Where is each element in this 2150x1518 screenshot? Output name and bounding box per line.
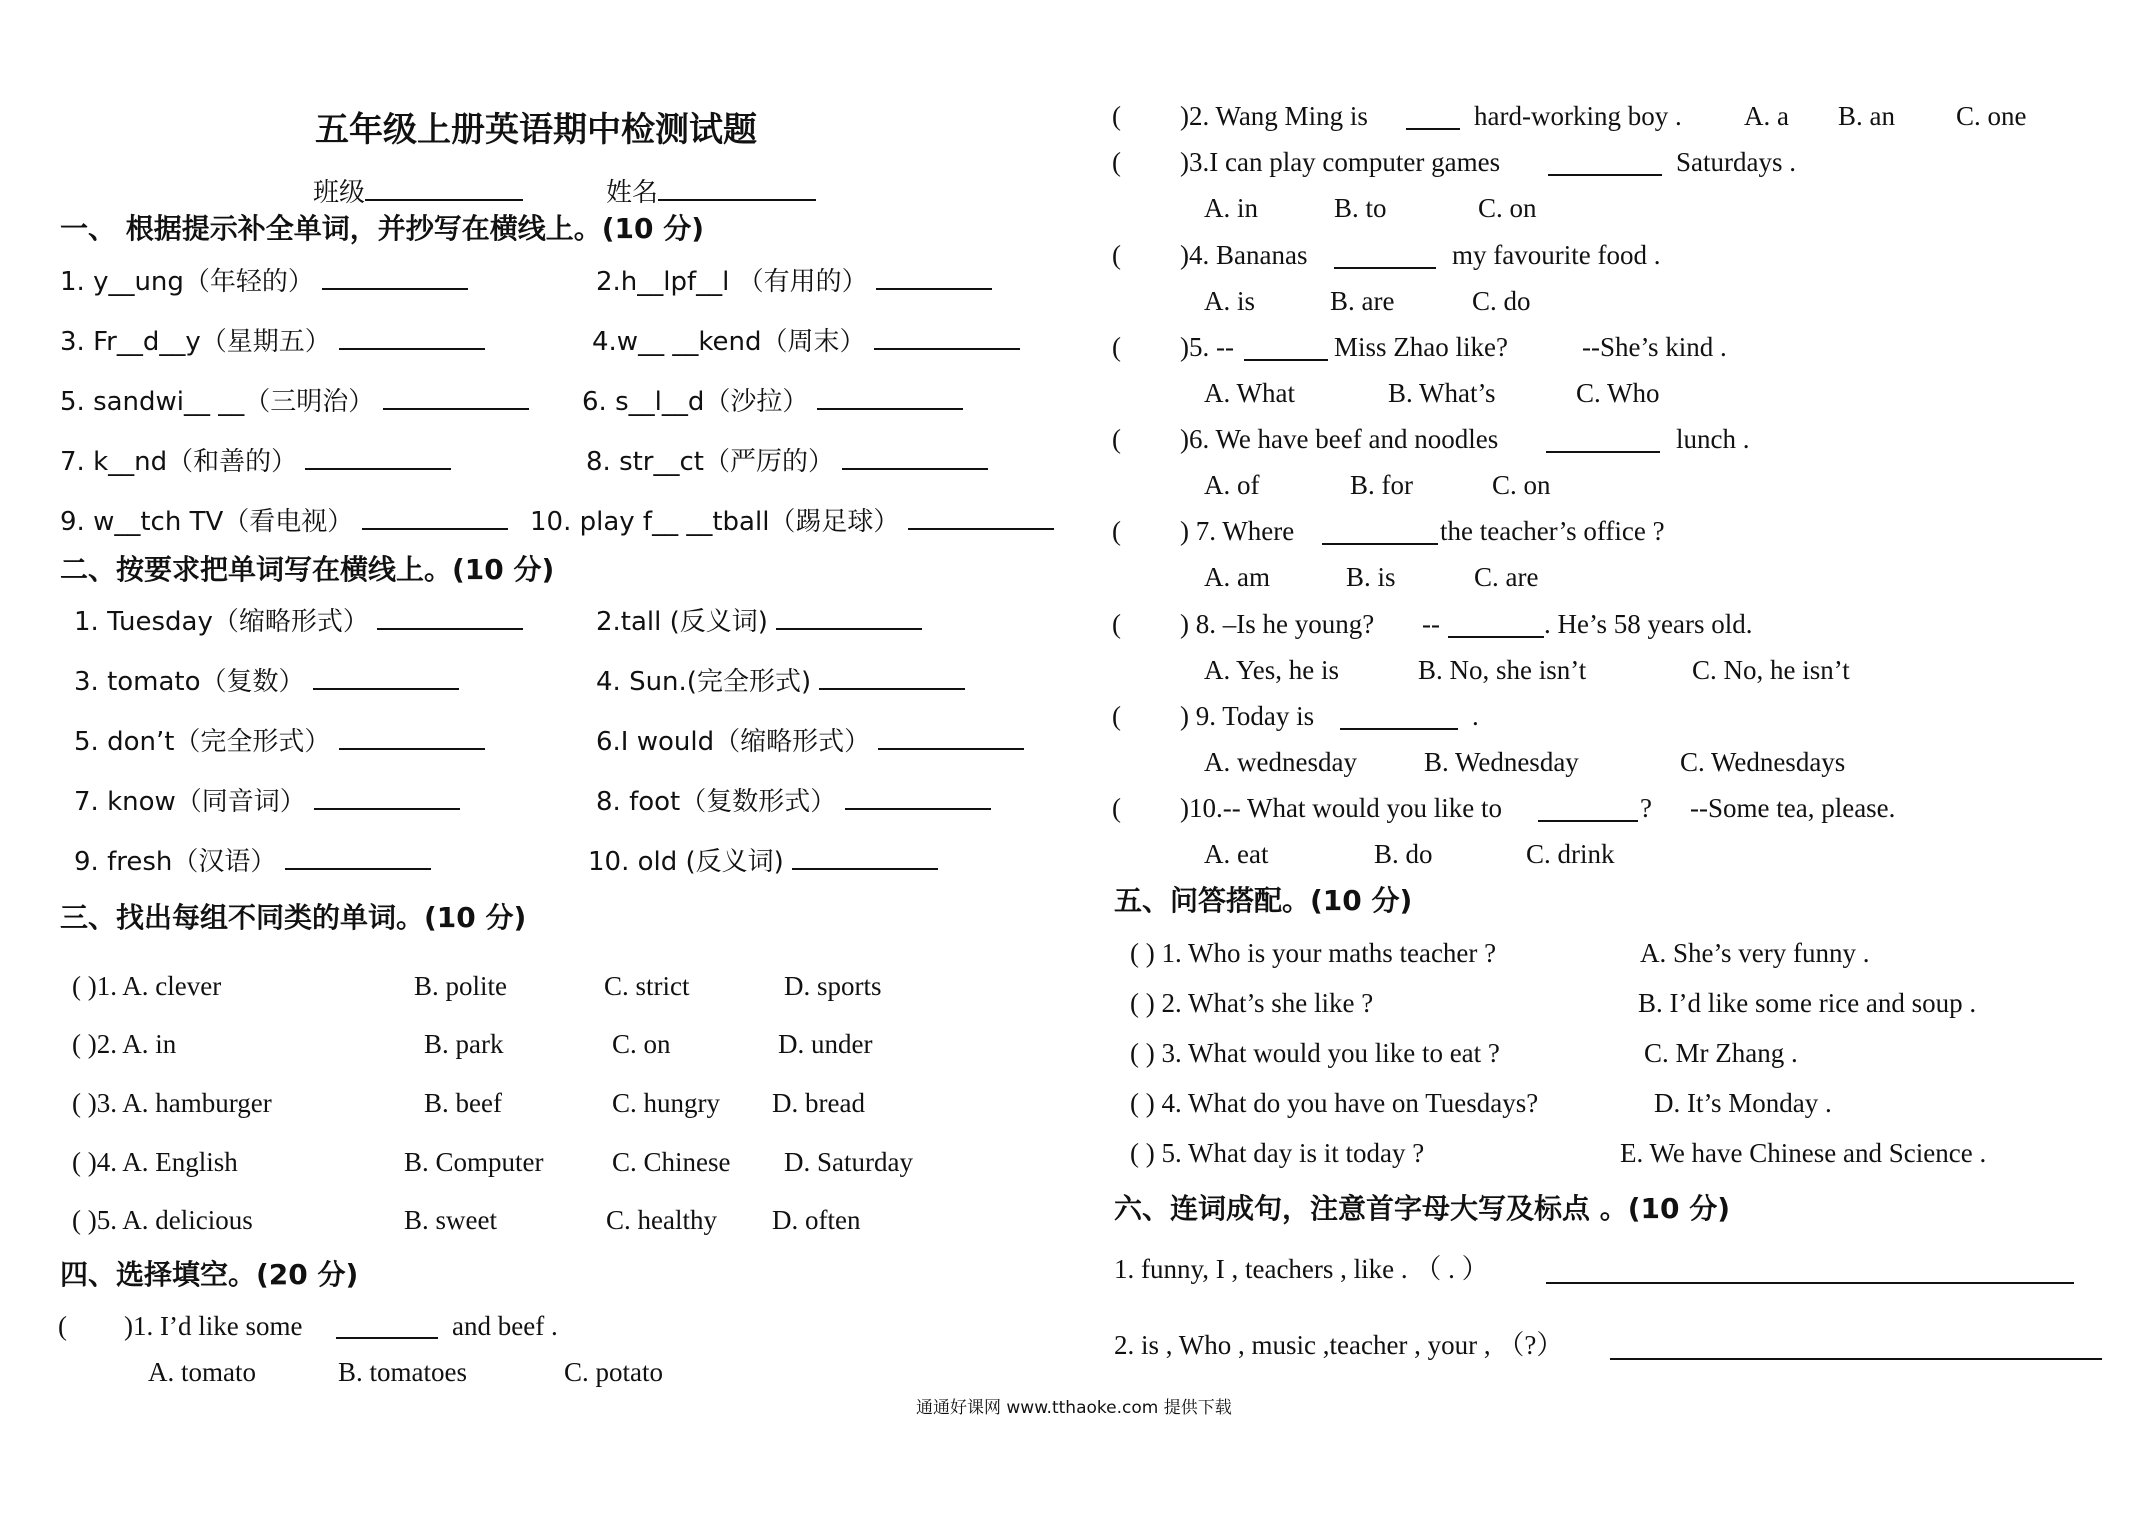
s4-q9-stem-b: .	[1472, 701, 1479, 731]
s1-item-4-blank[interactable]	[874, 326, 1020, 350]
s2-item-10	[588, 846, 938, 875]
s5-answer-d: D. It’s Monday .	[1654, 1088, 1832, 1118]
s2-item-1-text: 1. Tuesday（缩略形式）	[74, 607, 369, 637]
s4-q6-paren[interactable]: (	[1112, 424, 1121, 454]
s1-item-6	[582, 386, 963, 415]
s3-row-4-b[interactable]: B. Computer	[404, 1147, 544, 1177]
s2-item-8	[596, 786, 991, 815]
s5-answer-b: B. I’d like some rice and soup .	[1638, 988, 1977, 1018]
s4-q6-option-a[interactable]: A. of	[1204, 470, 1260, 500]
s4-q10-blank[interactable]	[1538, 820, 1638, 822]
s1-item-2-blank[interactable]	[876, 266, 992, 290]
s5-question-5: ( ) 5. What day is it today ?	[1130, 1138, 1425, 1168]
s3-row-3-b[interactable]: B. beef	[424, 1088, 502, 1118]
s4-q2-option-c[interactable]: C. one	[1956, 101, 2027, 131]
s4-q10-option-a[interactable]: A. eat	[1204, 839, 1269, 869]
s1-item-9	[60, 506, 508, 535]
s4-q1-option-c[interactable]: C. potato	[564, 1357, 663, 1387]
class-label: 班级	[313, 178, 366, 208]
s1-item-9-text: 9. w__tch TV（看电视）	[60, 507, 354, 537]
s4-q7-stem-a: ) 7. Where	[1180, 516, 1295, 546]
class-blank[interactable]	[365, 177, 523, 201]
s4-q5-option-c[interactable]: C. Who	[1576, 378, 1660, 408]
s1-item-3	[60, 326, 485, 355]
s1-item-3-blank[interactable]	[339, 326, 485, 350]
s3-row-1-b[interactable]: B. polite	[414, 971, 507, 1001]
s4-q6-blank[interactable]	[1546, 451, 1660, 453]
s3-row-3-q: ( )3. A. hamburger	[72, 1088, 272, 1118]
s1-item-3-text: 3. Fr__d__y（星期五）	[60, 327, 331, 357]
name-field	[606, 177, 816, 206]
s4-q8-option-b[interactable]: B. No, she isn’t	[1418, 655, 1587, 685]
s4-q8-stem-b: . He’s 58 years old.	[1544, 609, 1753, 639]
s4-q6-option-b[interactable]: B. for	[1350, 470, 1413, 500]
s4-q2-paren[interactable]: (	[1112, 101, 1121, 131]
s2-item-8-text: 8. foot（复数形式）	[596, 787, 837, 817]
s1-item-8-blank[interactable]	[842, 446, 988, 470]
s2-item-6	[596, 726, 1024, 755]
s1-item-6-blank[interactable]	[817, 386, 963, 410]
s4-q3-stem-a: )3.I can play computer games	[1180, 147, 1501, 177]
s3-row-1-d[interactable]: D. sports	[784, 971, 882, 1001]
name-blank[interactable]	[658, 177, 816, 201]
s4-q6-stem-b: lunch .	[1676, 424, 1750, 454]
s4-q6-option-c[interactable]: C. on	[1492, 470, 1551, 500]
s2-item-9-blank[interactable]	[285, 846, 431, 870]
s3-row-5-d[interactable]: D. often	[772, 1205, 861, 1235]
s4-q4-option-b[interactable]: B. are	[1330, 286, 1395, 316]
s4-q7-option-a[interactable]: A. am	[1204, 562, 1270, 592]
s5-answer-e: E. We have Chinese and Science .	[1620, 1138, 1987, 1168]
s2-item-7	[74, 786, 460, 815]
s4-q3-blank[interactable]	[1548, 174, 1662, 176]
s1-item-6-text: 6. s__l__d（沙拉）	[582, 387, 809, 417]
s4-q8-option-c[interactable]: C. No, he isn’t	[1692, 655, 1850, 685]
section-1-heading: 一、 根据提示补全单词，并抄写在横线上。(10 分)	[60, 212, 705, 245]
s3-row-2-q: ( )2. A. in	[72, 1029, 177, 1059]
s4-q2-stem-b: hard-working boy .	[1474, 101, 1682, 131]
s2-item-9-text: 9. fresh（汉语）	[74, 847, 277, 877]
s5-question-3: ( ) 3. What would you like to eat ?	[1130, 1038, 1500, 1068]
s4-q1-paren[interactable]: (	[58, 1311, 67, 1341]
s4-q10-stem-c: --Some tea, please.	[1690, 793, 1896, 823]
s4-q2-option-a[interactable]: A. a	[1744, 101, 1789, 131]
s2-item-9	[74, 846, 431, 875]
s6-item-2: 2. is , Who , music ,teacher , your , （?）	[1114, 1330, 1564, 1360]
s4-q4-option-c[interactable]: C. do	[1472, 286, 1531, 316]
s4-q1-stem-b: and beef .	[452, 1311, 558, 1341]
s1-item-10	[530, 506, 1054, 535]
s2-item-7-blank[interactable]	[314, 786, 460, 810]
s2-item-1	[74, 606, 523, 635]
s1-item-5	[60, 386, 529, 415]
s1-item-7	[60, 446, 451, 475]
s1-item-10-blank[interactable]	[908, 506, 1054, 530]
s1-item-2	[596, 266, 992, 295]
s1-item-10-text: 10. play f__ __tball（踢足球）	[530, 507, 900, 537]
s4-q8-paren[interactable]: (	[1112, 609, 1121, 639]
s1-item-1-text: 1. y__ung（年轻的）	[60, 267, 314, 297]
s4-q1-blank[interactable]	[336, 1337, 438, 1339]
s2-item-2-blank[interactable]	[776, 606, 922, 630]
footer-credit: 通通好课网 www.tthaoke.com 提供下载	[916, 1398, 1232, 1418]
s2-item-3-text: 3. tomato（复数）	[74, 667, 305, 697]
s4-q9-option-c[interactable]: C. Wednesdays	[1680, 747, 1846, 777]
s2-item-2	[596, 606, 922, 635]
s2-item-10-text: 10. old (反义词)	[588, 847, 784, 877]
s4-q4-stem-b: my favourite food .	[1452, 240, 1661, 270]
s2-item-5-blank[interactable]	[339, 726, 485, 750]
s1-item-8-text: 8. str__ct（严厉的）	[586, 447, 834, 477]
s4-q2-blank[interactable]	[1406, 128, 1460, 130]
s3-row-1-c[interactable]: C. strict	[604, 971, 690, 1001]
s4-q5-blank[interactable]	[1244, 359, 1328, 361]
s4-q3-stem-b: Saturdays .	[1676, 147, 1796, 177]
s2-item-3	[74, 666, 459, 695]
name-label: 姓名	[606, 178, 659, 208]
s2-item-10-blank[interactable]	[792, 846, 938, 870]
s4-q8-dash: --	[1422, 609, 1440, 639]
s3-row-1-q: ( )1. A. clever	[72, 971, 222, 1001]
s4-q7-option-c[interactable]: C. are	[1474, 562, 1539, 592]
s2-item-4-blank[interactable]	[819, 666, 965, 690]
s5-answer-a: A. She’s very funny .	[1640, 938, 1870, 968]
s5-question-2: ( ) 2. What’s she like ?	[1130, 988, 1374, 1018]
s3-row-5-q: ( )5. A. delicious	[72, 1205, 253, 1235]
s4-q7-blank[interactable]	[1322, 543, 1438, 545]
s2-item-3-blank[interactable]	[313, 666, 459, 690]
s3-row-5-b[interactable]: B. sweet	[404, 1205, 497, 1235]
s4-q10-stem-b: ?	[1640, 793, 1652, 823]
s2-item-1-blank[interactable]	[377, 606, 523, 630]
s3-row-5-c[interactable]: C. healthy	[606, 1205, 717, 1235]
s5-question-1: ( ) 1. Who is your maths teacher ?	[1130, 938, 1497, 968]
s4-q3-option-c[interactable]: C. on	[1478, 193, 1537, 223]
s5-answer-c: C. Mr Zhang .	[1644, 1038, 1798, 1068]
s3-row-2-d[interactable]: D. under	[778, 1029, 873, 1059]
s4-q10-option-b[interactable]: B. do	[1374, 839, 1433, 869]
s2-item-2-text: 2.tall (反义词)	[596, 607, 768, 637]
s2-item-6-blank[interactable]	[878, 726, 1024, 750]
s4-q4-paren[interactable]: (	[1112, 240, 1121, 270]
s3-row-3-c[interactable]: C. hungry	[612, 1088, 720, 1118]
s1-item-5-text: 5. sandwi__ __（三明治）	[60, 387, 375, 417]
s4-q8-stem-a: ) 8. –Is he young?	[1180, 609, 1375, 639]
s4-q4-stem-a: )4. Bananas	[1180, 240, 1308, 270]
s4-q9-option-a[interactable]: A. wednesday	[1204, 747, 1357, 777]
s3-row-2-b[interactable]: B. park	[424, 1029, 504, 1059]
s6-item-1: 1. funny, I , teachers , like . （ . ）	[1114, 1254, 1489, 1284]
s4-q9-paren[interactable]: (	[1112, 701, 1121, 731]
section-3-heading: 三、找出每组不同类的单词。(10 分)	[60, 901, 527, 934]
s4-q2-stem-a: )2. Wang Ming is	[1180, 101, 1368, 131]
s4-q5-paren[interactable]: (	[1112, 332, 1121, 362]
s4-q7-option-b[interactable]: B. is	[1346, 562, 1396, 592]
s4-q1-stem-a: )1. I’d like some	[124, 1311, 303, 1341]
s2-item-4	[596, 666, 965, 695]
class-field	[313, 177, 523, 206]
s4-q6-stem-a: )6. We have beef and noodles	[1180, 424, 1499, 454]
section-5-heading: 五、问答搭配。(10 分)	[1114, 884, 1413, 917]
s4-q8-option-a[interactable]: A. Yes, he is	[1204, 655, 1340, 685]
s4-q5-option-a[interactable]: A. What	[1204, 378, 1295, 408]
s3-row-4-d[interactable]: D. Saturday	[784, 1147, 913, 1177]
s1-item-4	[592, 326, 1020, 355]
s6-item-2-answer-line[interactable]	[1610, 1358, 2102, 1360]
s1-item-1-blank[interactable]	[322, 266, 468, 290]
s1-item-8	[586, 446, 988, 475]
s2-item-6-text: 6.I would（缩略形式）	[596, 727, 871, 757]
s4-q9-option-b[interactable]: B. Wednesday	[1424, 747, 1579, 777]
s4-q10-stem-a: )10.-- What would you like to	[1180, 793, 1502, 823]
s2-item-5	[74, 726, 485, 755]
s4-q10-option-c[interactable]: C. drink	[1526, 839, 1615, 869]
s4-q3-paren[interactable]: (	[1112, 147, 1121, 177]
s4-q5-option-b[interactable]: B. What’s	[1388, 378, 1496, 408]
s1-item-7-blank[interactable]	[305, 446, 451, 470]
s3-row-4-q: ( )4. A. English	[72, 1147, 238, 1177]
s1-item-5-blank[interactable]	[383, 386, 529, 410]
s4-q5-stem-b: Miss Zhao like?	[1334, 332, 1508, 362]
section-4-heading: 四、选择填空。(20 分)	[60, 1258, 359, 1291]
s5-question-4: ( ) 4. What do you have on Tuesdays?	[1130, 1088, 1539, 1118]
section-2-heading: 二、按要求把单词写在横线上。(10 分)	[60, 553, 555, 586]
s4-q5-stem-c: --She’s kind .	[1582, 332, 1727, 362]
s4-q3-option-b[interactable]: B. to	[1334, 193, 1387, 223]
s4-q7-stem-b: the teacher’s office ?	[1440, 516, 1665, 546]
s4-q5-stem-a: )5. --	[1180, 332, 1234, 362]
s1-item-4-text: 4.w__ __kend（周末）	[592, 327, 866, 357]
s2-item-7-text: 7. know（同音词）	[74, 787, 306, 817]
s4-q4-option-a[interactable]: A. is	[1204, 286, 1256, 316]
s4-q9-blank[interactable]	[1340, 728, 1458, 730]
s1-item-1	[60, 266, 468, 295]
s4-q3-option-a[interactable]: A. in	[1204, 193, 1258, 223]
s4-q10-paren[interactable]: (	[1112, 793, 1121, 823]
s2-item-4-text: 4. Sun.(完全形式)	[596, 667, 812, 697]
s4-q7-paren[interactable]: (	[1112, 516, 1121, 546]
s3-row-4-c[interactable]: C. Chinese	[612, 1147, 731, 1177]
s4-q1-option-a[interactable]: A. tomato	[148, 1357, 256, 1387]
s1-item-7-text: 7. k__nd（和善的）	[60, 447, 298, 477]
s4-q9-stem-a: ) 9. Today is	[1180, 701, 1315, 731]
s6-item-1-answer-line[interactable]	[1546, 1282, 2074, 1284]
s2-item-5-text: 5. don’t（完全形式）	[74, 727, 331, 757]
s1-item-9-blank[interactable]	[362, 506, 508, 530]
s4-q4-blank[interactable]	[1334, 267, 1436, 269]
s3-row-2-c[interactable]: C. on	[612, 1029, 671, 1059]
s4-q1-option-b[interactable]: B. tomatoes	[338, 1357, 467, 1387]
s2-item-8-blank[interactable]	[845, 786, 991, 810]
s4-q2-option-b[interactable]: B. an	[1838, 101, 1895, 131]
section-6-heading: 六、连词成句，注意首字母大写及标点 。(10 分)	[1114, 1192, 1731, 1225]
s3-row-3-d[interactable]: D. bread	[772, 1088, 865, 1118]
page-title: 五年级上册英语期中检测试题	[315, 110, 757, 150]
s4-q8-blank[interactable]	[1448, 636, 1544, 638]
s1-item-2-text: 2.h__lpf__l （有用的）	[596, 267, 868, 297]
